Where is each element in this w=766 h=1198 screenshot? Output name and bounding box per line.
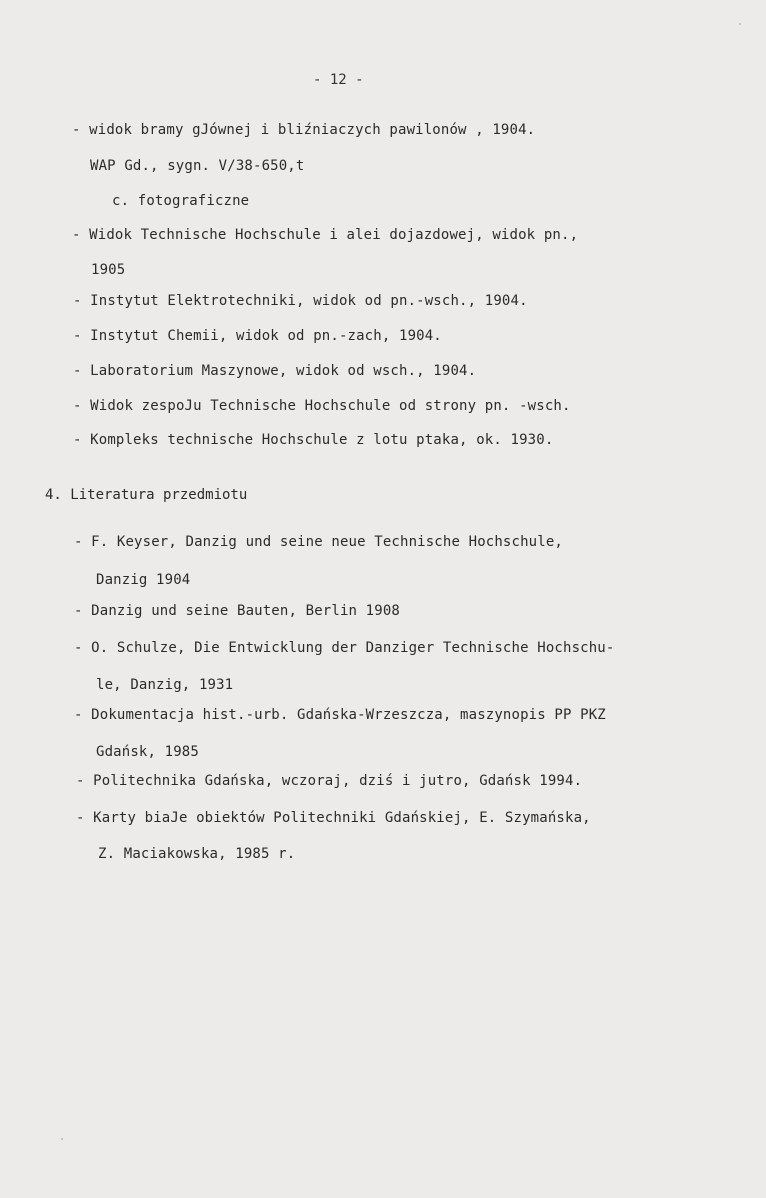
literature-item: le, Danzig, 1931 [96, 677, 234, 693]
source-item: - Kompleks technische Hochschule z lotu ptaka, ok. 1930. [73, 432, 554, 448]
paper-speck [61, 1138, 63, 1140]
source-item: 1905 [91, 262, 126, 278]
literature-item: - Karty biaJe obiektów Politechniki Gdańskiej, E. Szymańska, [76, 810, 591, 826]
literature-item: - Politechnika Gdańska, wczoraj, dziś i jutro, Gdańsk 1994. [76, 773, 583, 789]
literature-item: - Danzig und seine Bauten, Berlin 1908 [74, 603, 400, 619]
section-heading: 4. Literatura przedmiotu [45, 487, 248, 503]
page-number: - 12 - [313, 72, 364, 88]
literature-item: Danzig 1904 [96, 572, 191, 588]
source-item: c. fotograficzne [112, 193, 250, 209]
source-item: - Instytut Elektrotechniki, widok od pn.-wsch., 1904. [73, 293, 528, 309]
source-item: - Laboratorium Maszynowe, widok od wsch., 1904. [73, 363, 477, 379]
literature-item: - O. Schulze, Die Entwicklung der Danziger Technische Hochschu- [74, 640, 615, 656]
source-item: WAP Gd., sygn. V/38-650,t [90, 158, 305, 174]
paper-speck [739, 23, 741, 25]
literature-item: - F. Keyser, Danzig und seine neue Technische Hochschule, [74, 534, 563, 550]
literature-item: Z. Maciakowska, 1985 r. [98, 846, 296, 862]
source-item: - widok bramy gJównej i bliźniaczych pawilonów , 1904. [72, 122, 536, 138]
source-item: - Widok zespoJu Technische Hochschule od strony pn. -wsch. [73, 398, 571, 414]
literature-item: - Dokumentacja hist.-urb. Gdańska-Wrzeszcza, maszynopis PP PKZ [74, 707, 606, 723]
literature-item: Gdańsk, 1985 [96, 744, 199, 760]
source-item: - Instytut Chemii, widok od pn.-zach, 1904. [73, 328, 442, 344]
source-item: - Widok Technische Hochschule i alei dojazdowej, widok pn., [72, 227, 579, 243]
